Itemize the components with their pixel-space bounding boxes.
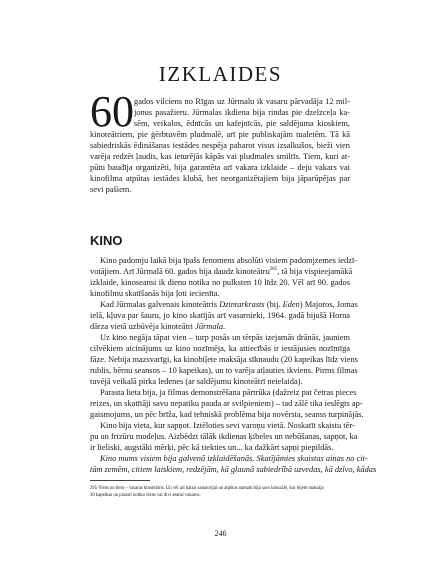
intro-line: kinoteātriem, pie ģērbtuvēm pludmalē, arī pie publiskajām tualetēm. Tā kā (90, 130, 350, 139)
body-line: tuvējā veikalā pirka ledenes (ar saldējumu kinoteātrī neielaida). (90, 377, 303, 386)
intro-line: varēja redzēt ļaudis, kas ieturējās kāpās vai pludmales smiltīs. Tiem, kuri at- (90, 152, 350, 161)
body-line: Kino padomju laikā bija īpašs fenomens absolūti visiem padomjzemes iedzī- (100, 256, 358, 265)
body-line: tām zemēm, citiem laiskiem, redzējām, kā glaunā sabiedrībā uzvedas, kā dzīvo, kādas (90, 465, 377, 474)
body-line: Parasta lieta bija, ja filmas demonstrēšana pārtrūka (dažreiz pat četras pieces (100, 388, 357, 397)
body-line: kinofilmu skatīšanās bija ļoti iecienīta. (90, 289, 220, 298)
section-title: KINO (90, 233, 123, 248)
body-line: Kino bija vieta, kur sapņot. Iztēloties sevi varoņu vietā. Noskatīt skaistu tēr- (100, 421, 355, 430)
intro-line: jonus pasažieru. Jūrmalas ikdiena bija rindas pie dzelzceļa ka- (134, 108, 350, 117)
body-line: gaismojums, un pēc brīža, kad tehniskā problēma bija novērsta, seanss turpinājās. (90, 410, 364, 419)
footnote-ref: 285 (269, 267, 278, 273)
body-line: Uz kino negāja tāpat vien – turp posās un tērpās izejamās drānās, jauniem (100, 333, 350, 342)
body-line: rublis, bērnu seansos – 10 kapeikas), un to varēja atļauties ikviens. Pirms filmas (90, 366, 358, 375)
intro-line: sevi pašiem. (90, 185, 132, 194)
body-line: dārza vietā uzbūvēja kinoteātri Jūrmala. (90, 322, 226, 331)
body-line: Kad Jūrmalas galvenais kinoteātris Dzintarkrasts (bij. Eden) Majoros, Jomas (100, 300, 358, 309)
body-line: reizes, un skatītāji savu nepatiku pauda ar svilpieniem) – tad zālē tika ieslēgts ap- (90, 399, 363, 408)
chapter-title: IZKLAIDES (158, 62, 283, 86)
body-line: Kino mums visiem bija galvenā izklaidēšanās. Skatījāmies skaistas ainas no cit- (100, 454, 368, 463)
page-number: 246 (214, 529, 227, 538)
intro-line: pūtu baudīja organizēti, bija garantēta arī vakara izklaide – deju vakars vai (90, 163, 350, 172)
body-line: izklaide, kinoseansi ik dienu notika no pulksten 10 līdz 20. Vēl arī 90. gados (90, 278, 350, 287)
body-line: pu un frizūru modeļus. Aizbēdzt tālāk ikdienas ķibeles un nebūšanas, sapņot, ka (90, 432, 358, 441)
footnote-line: 30 kapeikas un parasti notika viens vai divi seansi vakarus. (90, 493, 201, 498)
footnote-rule (90, 480, 150, 481)
footnote-line: 285 Viens no tiem – vasaras kinoteātris. Un vēl arī katrai sanatorijai un atpūtas namam bija savs kinozālē, kur bijete maksāja (90, 486, 324, 491)
drop-cap: 60 (90, 87, 134, 136)
intro-line: sabiedriskās ēdināšanas iestādes nespēja pabarot visus izsalkušos, bieži vien (90, 141, 350, 150)
intro-line: gados vilciens no Rīgas uz Jūrmalu ik vasaru pārvadāja 12 mil- (134, 97, 350, 106)
body-line: cilvēkiem aicinājums uz kino nozīmēja, ka attiecībās ir iestājusies nozīmīga (90, 344, 350, 353)
body-line: fāze. Nebija mazsvarīgi, ka kinobiļete maksāja sīknaudu (20 kapeikas līdz viens (90, 355, 358, 364)
body-line: ielā, kļuva par šauru, jo kino skatījās arī vasarnieki, 1964. gadā bijušā Horna (90, 311, 350, 320)
body-line: votājiem. Arī Jūrmalā 60. gados bija daudz kinoteātru$^{285}$, tā bija vispieejamākā (90, 267, 353, 276)
intro-line: kinofilma atpūtas iestādes klubā, bet neorganizētajiem bija jāparūpējas par (90, 174, 350, 183)
intro-line: sēm, veikalos, ēdnīcās un kafejnīcās, pie saldējuma kioskiem, (134, 119, 350, 128)
body-line: ir lieliski, augstāki mērķi, pēc kā tiekties un... ka dažkārt sapņi piepildās. (90, 443, 334, 452)
